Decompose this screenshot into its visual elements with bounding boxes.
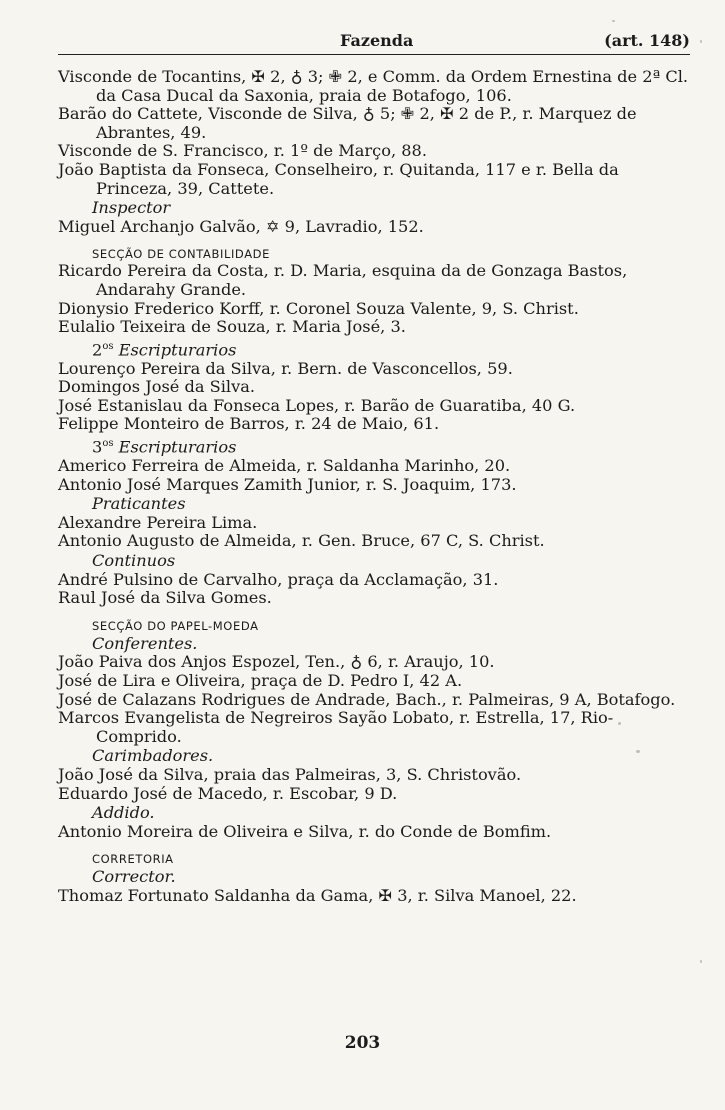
page-header — [58, 28, 690, 55]
ordinal-number: 2 — [92, 340, 103, 360]
directory-entry: Miguel Archanjo Galvão, ✡ 9, Lavradio, 152. — [58, 216, 424, 236]
directory-entry: Eulalio Teixeira de Souza, r. Maria José, 3. — [58, 317, 406, 337]
role-heading — [58, 747, 690, 766]
role-heading — [58, 868, 690, 887]
role-heading-text: Escripturarios — [118, 340, 237, 360]
role-heading-text: Carimbadores. — [92, 746, 214, 766]
role-heading — [58, 635, 690, 654]
directory-entry: Felippe Monteiro de Barros, r. 24 de Maio, 61. — [58, 414, 440, 434]
directory-entry: Ricardo Pereira da Costa, r. D. Maria, esquina da de Gonzaga Bastos, Andarahy Grande. — [58, 261, 628, 299]
role-heading-text: Addido. — [92, 803, 155, 823]
directory-entry: Alexandre Pereira Lima. — [58, 512, 258, 532]
directory-listing — [58, 68, 690, 906]
directory-entry: Domingos José da Silva. — [58, 377, 256, 397]
role-heading — [58, 552, 690, 571]
directory-entry: Barão do Cattete, Visconde de Silva, ♁ 5; ✙ 2, ✠ 2 de P., r. Marquez de Abrantes, 49. — [58, 104, 637, 142]
directory-entry: Antonio José Marques Zamith Junior, r. S. Joaquim, 173. — [58, 474, 517, 494]
role-heading-text: Conferentes. — [92, 633, 198, 653]
directory-entry: Thomaz Fortunato Saldanha da Gama, ✠ 3, r. Silva Manoel, 22. — [58, 885, 577, 905]
directory-entry: José de Calazans Rodrigues de Andrade, Bach., r. Palmeiras, 9 A, Botafogo. — [58, 689, 676, 709]
role-heading-text: Corrector. — [92, 867, 176, 887]
scan-speck — [636, 750, 640, 753]
role-heading — [58, 495, 690, 514]
directory-entry: Antonio Moreira de Oliveira e Silva, r. do Conde de Bomfim. — [58, 821, 552, 841]
directory-entry: João Baptista da Fonseca, Conselheiro, r. Quitanda, 117 e r. Bella da Princeza, 39, Cattete. — [58, 159, 619, 198]
scan-speck — [700, 40, 702, 43]
section-heading: CORRETORIA — [92, 852, 174, 867]
ordinal-suffix: os — [102, 340, 114, 352]
scan-speck — [618, 722, 621, 725]
directory-entry: Americo Ferreira de Almeida, r. Saldanha Marinho, 20. — [58, 456, 511, 476]
directory-entry: João José da Silva, praia das Palmeiras, 3, S. Christovão. — [58, 764, 522, 784]
directory-entry: André Pulsino de Carvalho, praça da Acclamação, 31. — [58, 569, 499, 589]
directory-entry: José Estanislau da Fonseca Lopes, r. Barão de Guaratiba, 40 G. — [58, 395, 576, 415]
directory-entry: Raul José da Silva Gomes. — [58, 588, 272, 608]
directory-entry: Antonio Augusto de Almeida, r. Gen. Bruce, 67 C, S. Christ. — [58, 531, 545, 551]
directory-entry: Visconde de S. Francisco, r. 1º de Março, 88. — [58, 141, 428, 161]
article-number: (art. 148) — [604, 31, 690, 50]
ordinal-number: 3 — [92, 437, 103, 457]
role-heading — [58, 435, 690, 457]
role-heading — [58, 804, 690, 823]
directory-entry: José de Lira e Oliveira, praça de D. Pedro I, 42 A. — [58, 671, 463, 690]
running-title: Fazenda — [340, 31, 414, 50]
page-number: 203 — [344, 1033, 381, 1053]
scan-speck — [612, 20, 615, 22]
ordinal-suffix: os — [102, 438, 114, 450]
directory-entry: Lourenço Pereira da Silva, r. Bern. de Vasconcellos, 59. — [58, 358, 513, 378]
directory-entry: João Paiva dos Anjos Espozel, Ten., ♁ 6, r. Araujo, 10. — [58, 652, 495, 672]
role-heading — [58, 199, 690, 218]
section-heading: SECÇÃO DE CONTABILIDADE — [92, 247, 270, 262]
directory-entry: Dionysio Frederico Korff, r. Coronel Souza Valente, 9, S. Christ. — [58, 298, 579, 318]
directory-entry: Visconde de Tocantins, ✠ 2, ♁ 3; ✙ 2, e Comm. da Ordem Ernestina de 2ª Cl. da Casa Ducal da Saxonia, praia de Botafogo, 106. — [58, 67, 689, 105]
directory-entry: Marcos Evangelista de Negreiros Sayão Lobato, r. Estrella, 17, Rio-Comprido. — [58, 708, 614, 746]
role-heading-text: Continuos — [92, 551, 176, 571]
role-heading — [58, 338, 690, 360]
directory-entry: Eduardo José de Macedo, r. Escobar, 9 D. — [58, 783, 398, 803]
role-heading-text: Inspector — [92, 198, 171, 218]
scan-speck — [700, 960, 702, 963]
role-heading-text: Escripturarios — [118, 437, 237, 457]
role-heading-text: Praticantes — [92, 494, 186, 514]
section-heading: SECÇÃO DO PAPEL-MOEDA — [92, 618, 259, 633]
